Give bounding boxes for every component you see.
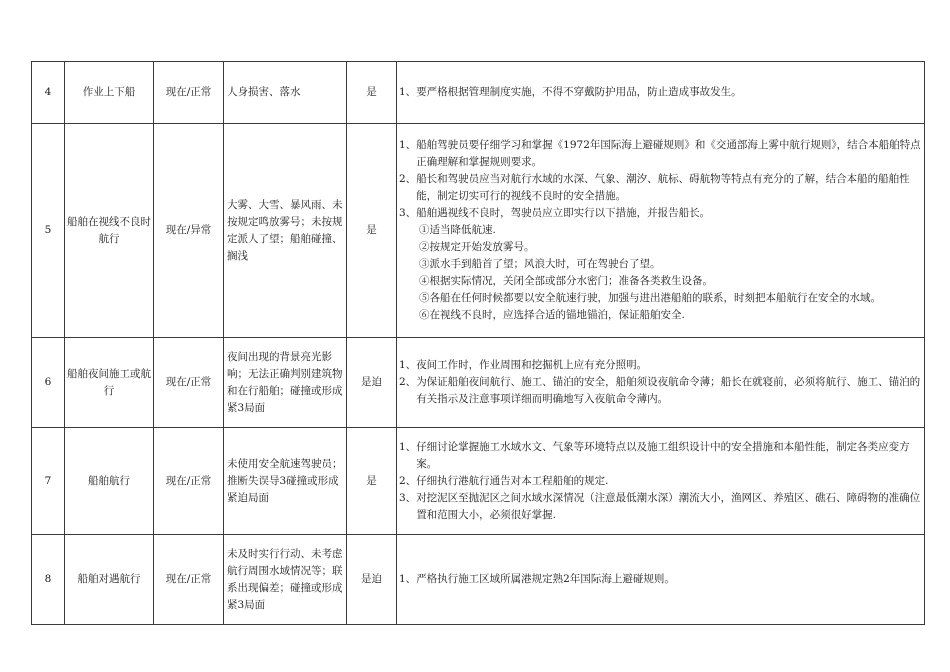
sub-measure: ⑥在视线不良时，应选择合适的锚地锚泊，保证船舶安全. (419, 309, 685, 321)
activity-cell: 船舶对遇航行 (65, 535, 154, 625)
measure-item (399, 137, 922, 171)
row-index: 4 (32, 62, 65, 124)
measures-cell (397, 124, 925, 338)
measure-item (399, 374, 922, 408)
activity-cell: 船舶航行 (65, 428, 154, 535)
measures-cell (397, 428, 925, 535)
measures-cell (397, 535, 925, 625)
measure-text: 船长和驾驶员应当对航行水域的水深、气象、潮汐、航标、碍航物等特点有充分的了解，结合本船的船舶性能，制定切实可行的视线不良时的安全措施。 (416, 173, 910, 202)
measure-text: 对挖泥区至抛泥区之间水域水深情况（注意最低潮水深）潮流大小，渔网区、养殖区、礁石、障碍物的准确位置和范围大小，必须很好掌握. (416, 491, 921, 521)
measure-number: 3、 (399, 491, 417, 504)
measure-item (399, 171, 922, 205)
measure-number: 1、 (399, 359, 417, 371)
measure-number: 1、 (399, 440, 417, 453)
measure-text: 夜间工作时，作业周围和挖掘机上应有充分照明。 (416, 359, 648, 371)
sub-measure: ④根据实际情况，关闭全部或部分水密门；准备各类救生设备。 (419, 275, 713, 287)
major-risk-cell: 是迫 (347, 338, 397, 428)
row-index: 5 (32, 124, 65, 338)
hazard-cell: 大雾、大雪、暴风雨、未按规定鸣放雾号；未按规定派人了望；船舶碰撞、搁浅 (224, 124, 347, 338)
measure-text: 仔细讨论掌握施工水域水文、气象等环境特点以及施工组织设计中的安全措施和本船性能，制定各类应变方案。 (416, 440, 910, 470)
table-row (32, 62, 925, 124)
table-row (32, 535, 925, 625)
measure-text: 船舶驾驶员要仔细学习和掌握《1972年国际海上避碰规则》和《交通部海上雾中航行规则》，结合本船舶特点正确理解和掌握规则要求。 (416, 139, 921, 168)
activity-cell: 船舶夜间施工或航行 (65, 338, 154, 428)
activity-cell: 作业上下船 (65, 62, 154, 124)
sub-measure: ①适当降低航速. (419, 224, 496, 236)
row-index: 7 (32, 428, 65, 535)
measure-item (399, 473, 922, 490)
hazard-cell: 人身损害、落水 (224, 62, 347, 124)
measure-text: 船舶遇视线不良时，驾驶员应立即实行以下措施，并报告船长。 (416, 207, 711, 219)
activity-cell: 船舶在视线不良时航行 (65, 124, 154, 338)
table-row (32, 124, 925, 338)
measure-number: 1、 (399, 139, 417, 151)
measure-item (399, 490, 922, 524)
state-cell: 现在/正常 (154, 535, 224, 625)
measure-item (399, 571, 922, 588)
state-cell: 现在/异常 (154, 124, 224, 338)
measure-number: 1、 (399, 573, 417, 585)
hazard-cell: 夜间出现的背景亮光影响；无法正确判别建筑物和在行船舶；碰撞或形成紧3局面 (224, 338, 347, 428)
measure-number: 1、 (399, 86, 417, 98)
major-risk-cell: 是 (347, 428, 397, 535)
state-cell: 现在/正常 (154, 428, 224, 535)
measure-text: 仔细执行港航行通告对本工程船舶的规定. (416, 474, 609, 487)
row-index: 6 (32, 338, 65, 428)
state-cell: 现在/正常 (154, 62, 224, 124)
risk-assessment-table (31, 61, 925, 625)
measure-text: 要严格根据管理制度实施，不得不穿戴防护用品，防止造成事故发生。 (416, 86, 742, 98)
table-body (32, 62, 925, 625)
hazard-cell: 未使用安全航速驾驶员；推断失误导3碰撞或形成紧迫局面 (224, 428, 347, 535)
table-row (32, 338, 925, 428)
table-row (32, 428, 925, 535)
major-risk-cell: 是 (347, 62, 397, 124)
measure-item (399, 357, 922, 374)
hazard-cell: 未及时实行行动、未考虑航行周围水域情况等；联系出现偏差；碰撞或形成紧3局面 (224, 535, 347, 625)
measure-text: 严格执行施工区域所属港规定熟2年国际海上避碰规则。 (416, 573, 675, 585)
measure-number: 2、 (399, 474, 417, 487)
measure-item (399, 439, 922, 473)
measure-number: 2、 (399, 173, 417, 185)
state-cell: 现在/正常 (154, 338, 224, 428)
measure-item (399, 205, 922, 222)
sub-measure: ②按规定开始发放雾号。 (419, 241, 535, 253)
row-index: 8 (32, 535, 65, 625)
measure-number: 3、 (399, 207, 417, 219)
measures-cell (397, 338, 925, 428)
measures-cell (397, 62, 925, 124)
measure-item (399, 84, 922, 101)
sub-measure: ⑤各船在任何时候都要以安全航速行驶，加强与进出港船舶的联系，时刻把本船航行在安全的水域。 (419, 292, 881, 304)
major-risk-cell: 是迫 (347, 535, 397, 625)
sub-measure: ③派水手到船首了望；风浪大时，可在驾驶台了望。 (419, 258, 661, 270)
major-risk-cell: 是 (347, 124, 397, 338)
measure-number: 2、 (399, 376, 417, 388)
measure-text: 为保证船舶夜间航行、施工、锚泊的安全，船舶须设夜航命令薄；船长在就寝前，必须将航行、施工、锚泊的有关指示及注意事项详细而明确地写入夜航命令薄内。 (416, 376, 921, 405)
